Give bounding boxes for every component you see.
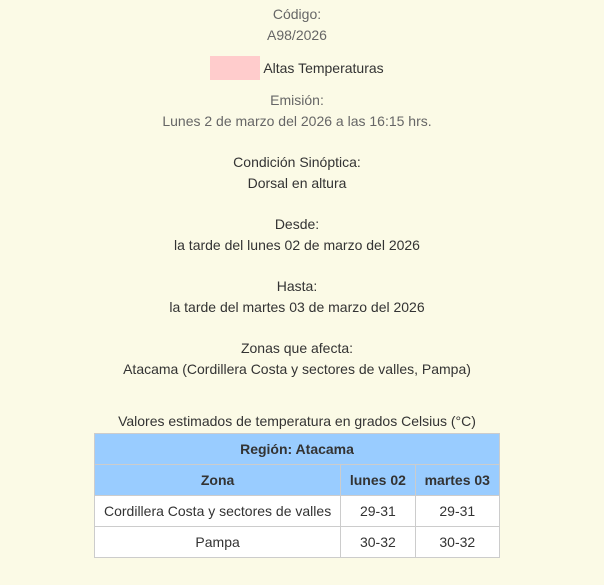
codigo-label: Código: [272, 6, 322, 22]
cell-zona: Pampa [95, 527, 341, 558]
hasta-section [0, 276, 594, 318]
region-header: Región: Atacama [95, 434, 500, 465]
condicion-value: Dorsal en altura [247, 175, 347, 191]
table-caption: Valores estimados de temperatura en grados Celsius (°C) [118, 413, 476, 429]
region-header-row [95, 434, 500, 465]
temperature-table [94, 433, 500, 558]
desde-value: la tarde del lunes 02 de marzo del 2026 [174, 237, 420, 253]
cell-day-1: 30-32 [341, 527, 415, 558]
codigo-value: A98/2026 [267, 27, 327, 43]
table-row [95, 527, 500, 558]
table-caption-block [0, 411, 594, 432]
desde-section [0, 214, 594, 256]
hasta-label: Hasta: [276, 278, 318, 294]
header-day-1: lunes 02 [341, 465, 415, 496]
codigo-section [0, 4, 594, 46]
cell-day-2: 30-32 [415, 527, 499, 558]
emision-value: Lunes 2 de marzo del 2026 a las 16:15 hrs. [162, 113, 432, 129]
emision-section [0, 90, 594, 132]
alert-type-label: Altas Temperaturas [263, 60, 384, 76]
zonas-label: Zonas que afecta: [240, 340, 354, 356]
cell-zona: Cordillera Costa y sectores de valles [95, 496, 341, 527]
header-day-2: martes 03 [415, 465, 499, 496]
zonas-value: Atacama (Cordillera Costa y sectores de valles, Pampa) [123, 361, 471, 377]
condicion-label: Condición Sinóptica: [233, 154, 361, 170]
alert-type [0, 56, 594, 80]
desde-label: Desde: [274, 216, 320, 232]
hasta-value: la tarde del martes 03 de marzo del 2026 [169, 299, 425, 315]
table-row [95, 496, 500, 527]
condicion-section [0, 152, 594, 194]
cell-day-1: 29-31 [341, 496, 415, 527]
alert-color-swatch [210, 56, 260, 80]
cell-day-2: 29-31 [415, 496, 499, 527]
zonas-section [0, 338, 594, 380]
column-header-row [95, 465, 500, 496]
emision-label: Emisión: [270, 92, 324, 108]
header-zona: Zona [95, 465, 341, 496]
